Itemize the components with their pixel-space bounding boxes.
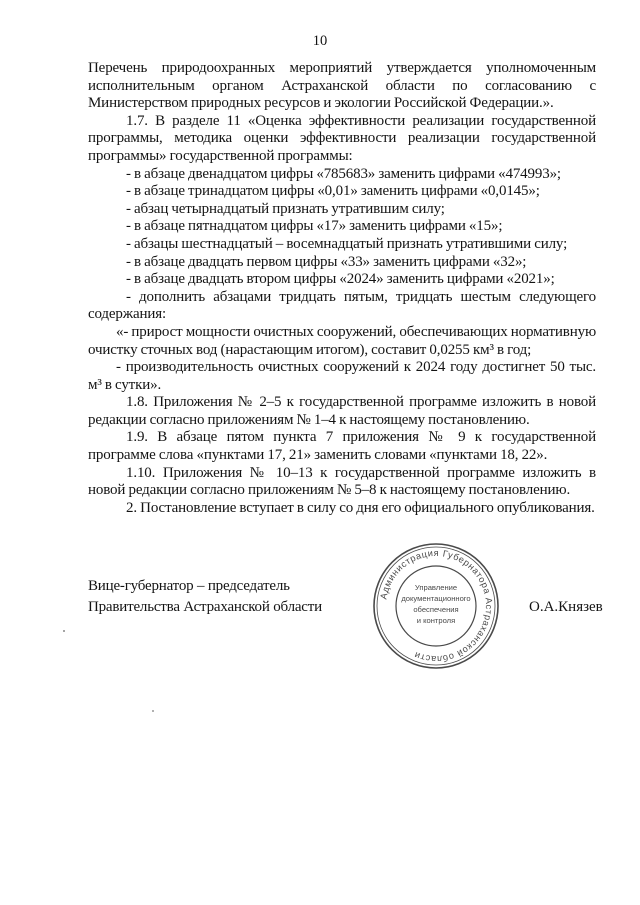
signatory-title-line1: Вице-губернатор – председатель xyxy=(88,578,290,594)
list-item-12th-paragraph: - в абзаце двенадцатом цифры «785683» заменить цифрами «474993»; xyxy=(126,165,561,182)
paragraph-2: 2. Постановление вступает в силу со дня его официального опубликования. xyxy=(126,499,595,516)
signatory-title xyxy=(88,576,322,618)
signatory-title-line2: Правительства Астраханской области xyxy=(88,599,322,615)
quoted-paragraph-capacity: «- прирост мощности очистных сооружений, обеспечивающих нормативную очистку сточных вод (нарастающим итогом), составит 0,0255 км³ в год; xyxy=(88,323,596,358)
quoted-paragraph-productivity: - производительность очистных сооружений к 2024 году достигнет 50 тыс. м³ в сутки». xyxy=(88,359,596,393)
stamp-ring-text: Администрация Губернатора Астраханской области xyxy=(378,547,495,665)
paragraph-1-7: 1.7. В разделе 11 «Оценка эффективности реализации государственной программы, методика оценки эффективности реализации государственной программы» государственной программы: xyxy=(88,112,596,164)
stamp-seal-icon xyxy=(370,540,502,672)
list-item-add-paragraphs: - дополнить абзацами тридцать пятым, тридцать шестым следующего содержания: xyxy=(88,288,596,323)
list-item-16-18th-paragraphs: - абзацы шестнадцатый – восемнадцатый признать утратившими силу; xyxy=(126,235,568,252)
paragraph-1-8: 1.8. Приложения № 2–5 к государственной программе изложить в новой редакции согласно приложениям № 1–4 к настоящему постановлению. xyxy=(88,394,596,428)
list-item-13th-paragraph: - в абзаце тринадцатом цифры «0,01» заменить цифрами «0,0145»; xyxy=(126,183,540,200)
list-item-21st-paragraph: - в абзаце двадцать первом цифры «33» заменить цифрами «32»; xyxy=(126,253,527,270)
page-number: 10 xyxy=(312,33,328,49)
stamp-center-line3: обеспечения xyxy=(413,605,459,614)
scan-speck xyxy=(63,630,65,632)
list-item-15th-paragraph: - в абзаце пятнадцатом цифры «17» заменить цифрами «15»; xyxy=(126,218,503,235)
stamp-center-line2: документационного xyxy=(401,594,471,603)
list-item-14th-paragraph: - абзац четырнадцатый признать утратившим силу; xyxy=(126,200,445,217)
paragraph-approval-note: Перечень природоохранных мероприятий утверждается уполномоченным исполнительным органом Астраханской области по согласованию с Министерством природных ресурсов и экологии Российской Федерации.». xyxy=(88,60,596,112)
stamp-center-line1: Управление xyxy=(414,583,458,592)
signatory-name: О.А.Князев xyxy=(529,599,603,615)
list-item-22nd-paragraph: - в абзаце двадцать втором цифры «2024» заменить цифрами «2021»; xyxy=(126,271,555,288)
official-stamp xyxy=(370,540,502,672)
paragraph-1-10: 1.10. Приложения № 10–13 к государственной программе изложить в новой редакции согласно приложениям № 5–8 к настоящему постановлению. xyxy=(88,464,596,499)
stamp-center-line4: и контроля xyxy=(416,616,456,625)
scan-speck xyxy=(152,710,154,712)
paragraph-1-9: 1.9. В абзаце пятом пункта 7 приложения № 9 к государственной программе слова «пунктами 17, 21» заменить словами «пунктами 18, 22». xyxy=(88,429,596,464)
document-body xyxy=(88,60,596,517)
